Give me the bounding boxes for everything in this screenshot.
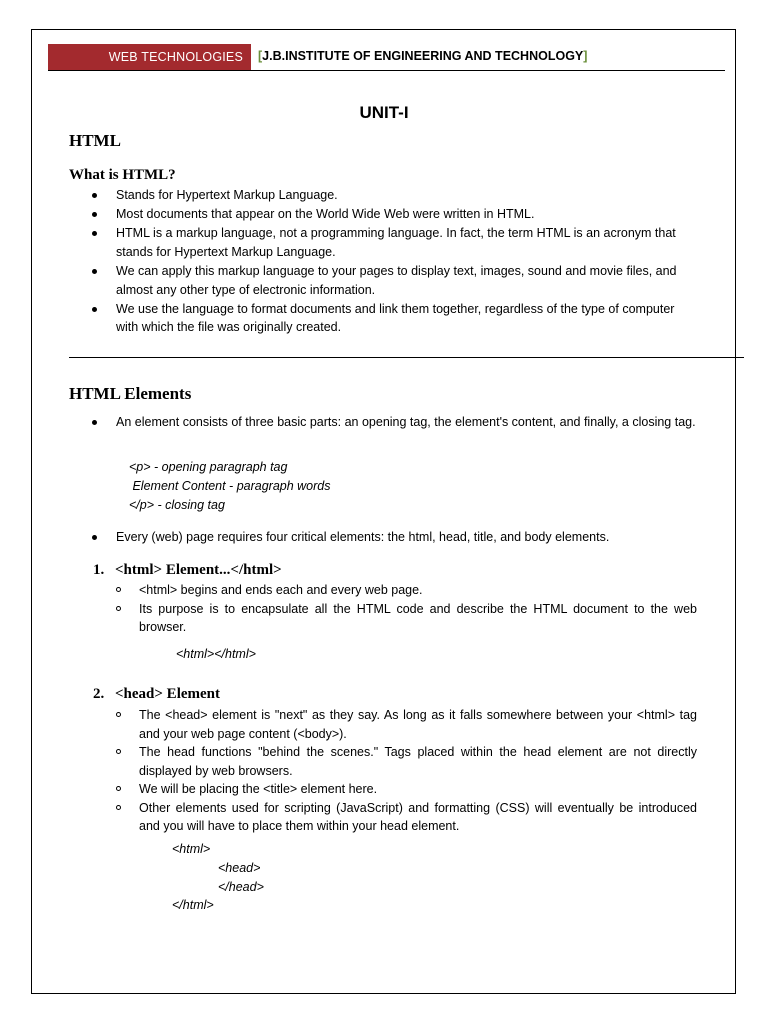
item-number: 2.: [93, 686, 105, 702]
list-item: Every (web) page requires four critical elements: the html, head, title, and body elements.: [0, 528, 697, 547]
head-element-points: [0, 706, 697, 836]
item-title: <head> Element: [115, 686, 221, 702]
section-heading-html: HTML: [69, 131, 121, 150]
course-name: WEB TECHNOLOGIES: [108, 50, 243, 64]
list-item: We use the language to format documents and link them together, regardless of the type of computer with which the file was originally created.: [0, 300, 697, 338]
item-number: 1.: [93, 562, 105, 578]
html-element-points: [0, 581, 697, 637]
list-item: We will be placing the <title> element here.: [0, 780, 697, 799]
numbered-heading-head-element: [93, 686, 221, 703]
list-item: We can apply this markup language to your pages to display text, images, sound and movie files, and almost any other type of electronic information.: [0, 262, 697, 300]
code-line: <p> - opening paragraph tag: [129, 460, 288, 474]
list-item: An element consists of three basic parts: an opening tag, the element's content, and finally, a closing tag.: [0, 413, 697, 432]
code-line: </p> - closing tag: [129, 497, 225, 512]
unit-title: UNIT-I: [359, 103, 409, 122]
code-snippet-paragraph: [129, 458, 331, 514]
bracket-open: [: [258, 49, 263, 63]
bracket-close: ]: [583, 49, 588, 63]
code-snippet-head: [172, 840, 264, 915]
list-item: Its purpose is to encapsulate all the HTML code and describe the HTML document to the web browser.: [0, 600, 697, 637]
code-line: </head>: [218, 879, 264, 894]
list-item: The head functions "behind the scenes." Tags placed within the head element are not directly displayed by web browsers.: [0, 743, 697, 780]
course-header-band: [48, 44, 251, 71]
list-item: Stands for Hypertext Markup Language.: [0, 186, 697, 205]
list-item: HTML is a markup language, not a programming language. In fact, the term HTML is an acronym that stands for Hypertext Markup Language.: [0, 224, 697, 262]
section-divider: [69, 357, 744, 358]
list-item: Most documents that appear on the World Wide Web were written in HTML.: [0, 205, 697, 224]
elements-list-1: [0, 413, 697, 432]
code-line: <head>: [218, 860, 261, 875]
code-snippet-html: <html></html>: [176, 647, 256, 661]
list-item: <html> begins and ends each and every web page.: [0, 581, 697, 600]
section-heading-html-elements: HTML Elements: [69, 384, 192, 403]
item-title: <html> Element...</html>: [115, 562, 282, 578]
subheading-what-is-html: What is HTML?: [69, 167, 176, 183]
code-line: Element Content - paragraph words: [129, 478, 331, 493]
list-item: Other elements used for scripting (JavaScript) and formatting (CSS) will eventually be introduced and you will have to place them within your head element.: [0, 799, 697, 836]
code-line: <html>: [172, 842, 211, 856]
list-item: The <head> element is "next" as they say. As long as it falls somewhere between your <html> tag and your web page content (<body>).: [0, 706, 697, 743]
what-is-html-list: [0, 186, 697, 337]
institute-name: J.B.INSTITUTE OF ENGINEERING AND TECHNOLOGY: [262, 49, 584, 63]
numbered-heading-html-element: [93, 562, 282, 579]
elements-list-2: [0, 528, 697, 547]
header-rule: [48, 70, 725, 71]
institute-header: [258, 49, 587, 63]
code-line: </html>: [172, 898, 214, 913]
